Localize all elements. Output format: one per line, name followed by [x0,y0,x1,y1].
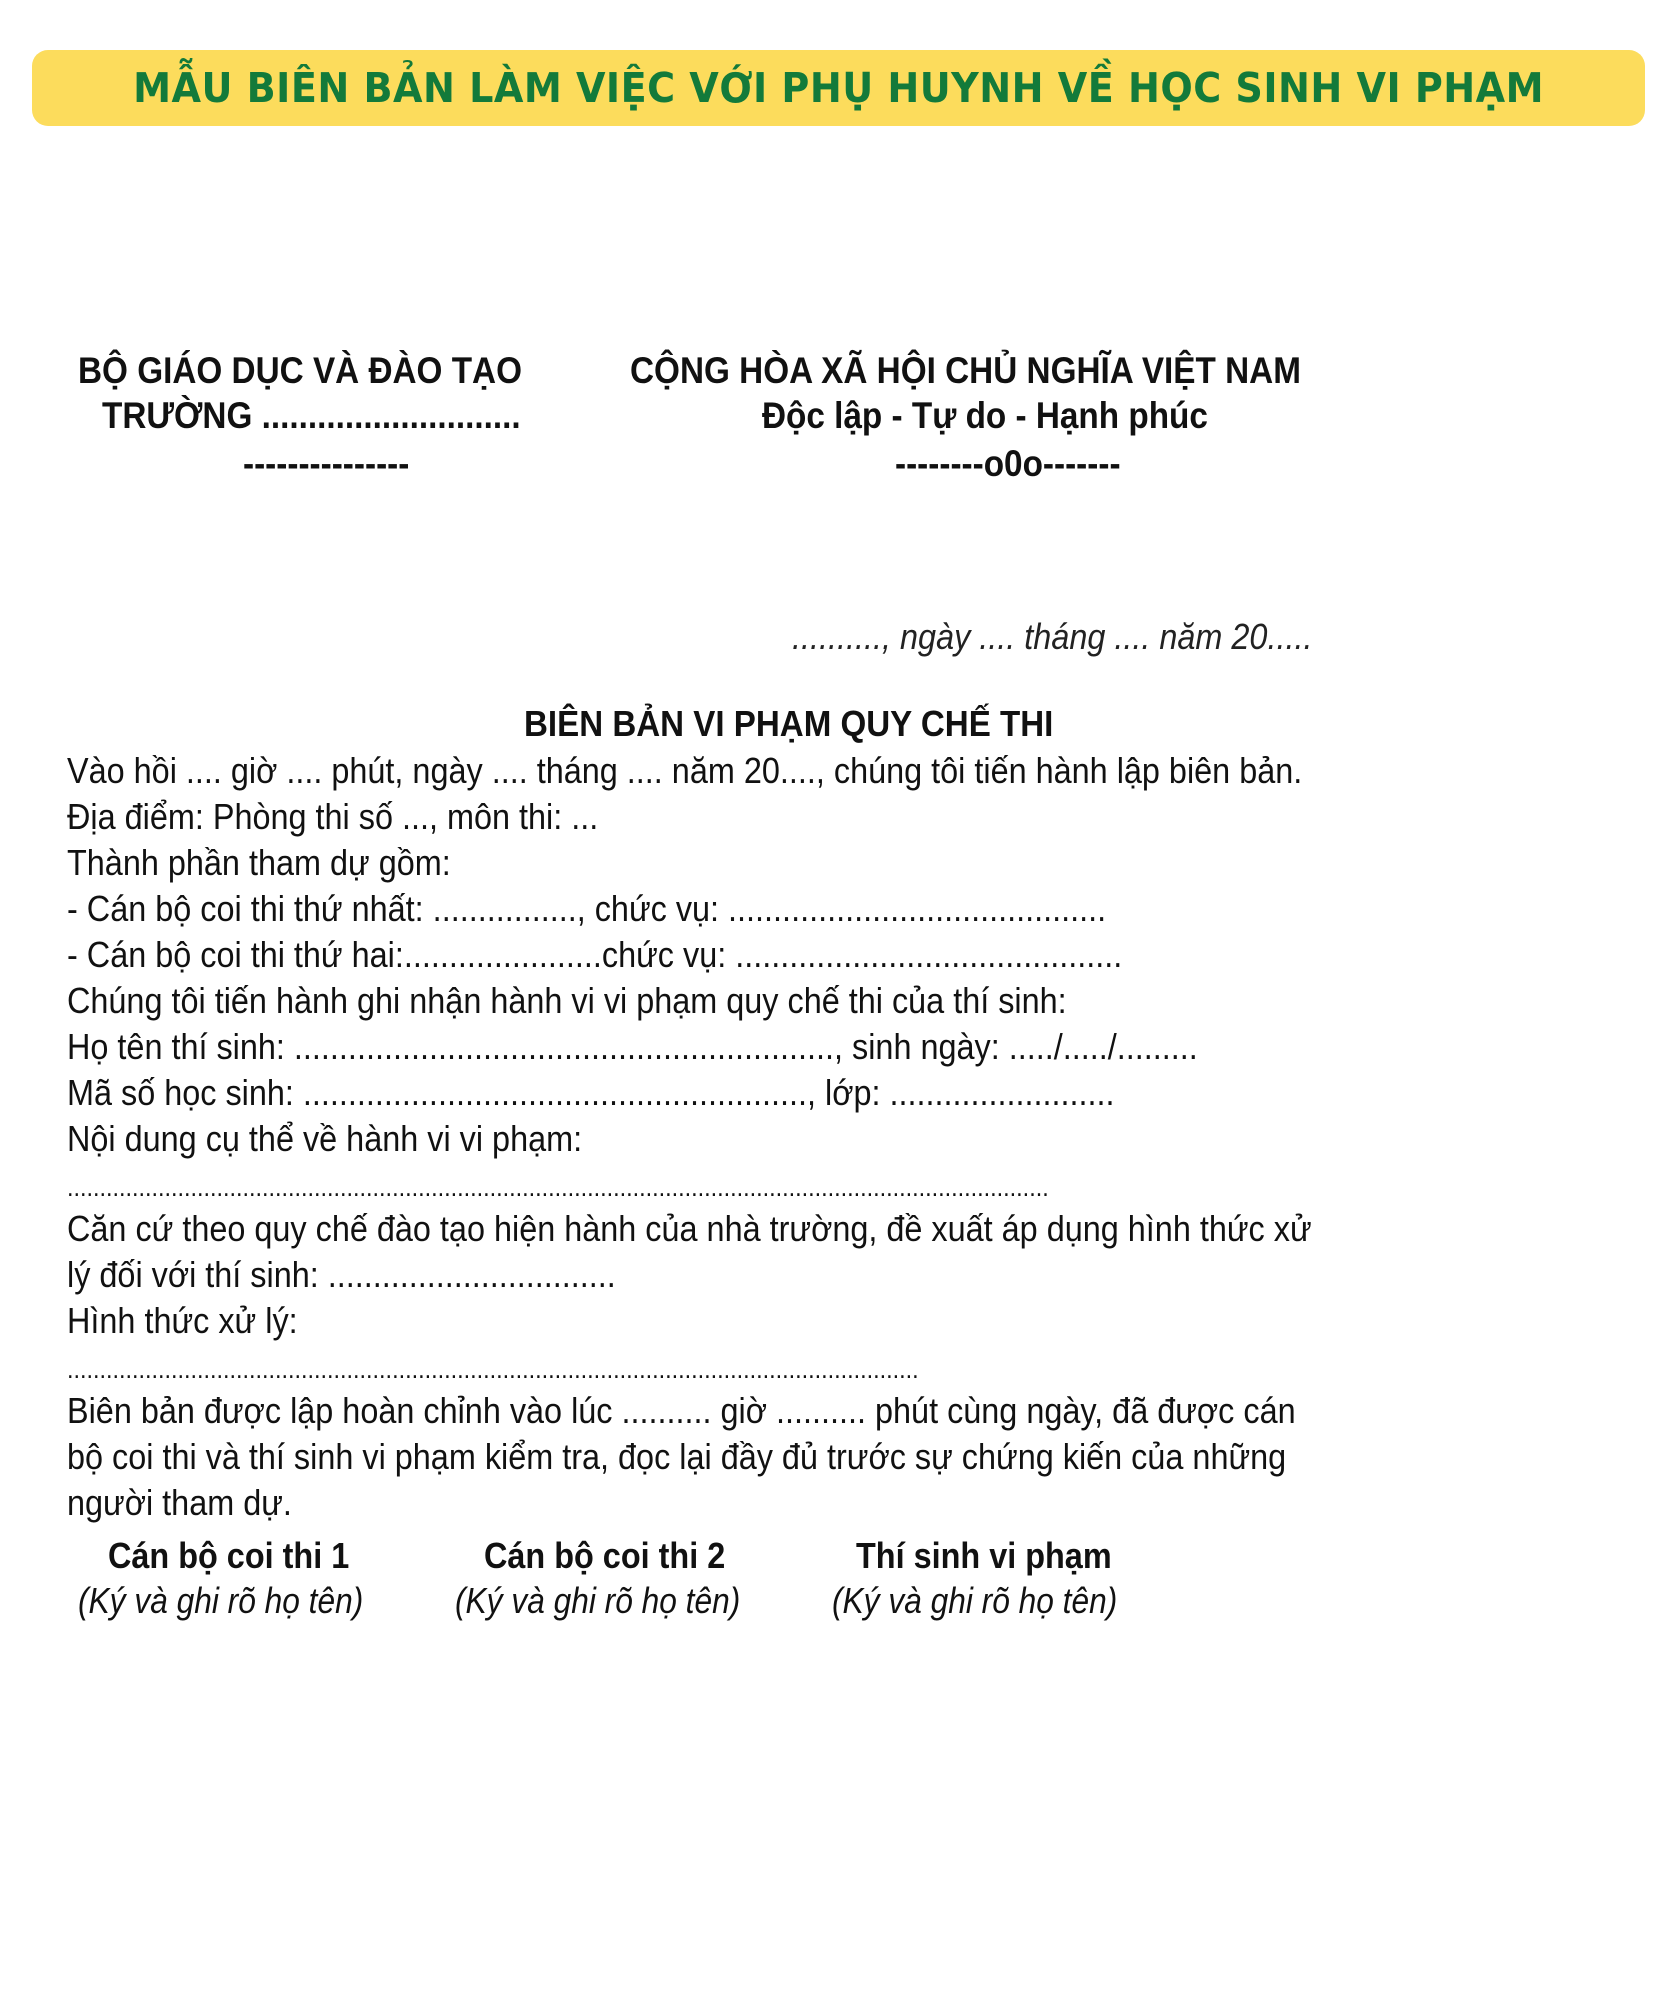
signature-title-invigilator-1: Cán bộ coi thi 1 [108,1535,350,1576]
body-line: Biên bản được lập hoàn chỉnh vào lúc .......... giờ .......... phút cùng ngày, đã được cán [67,1390,1296,1431]
body-line: lý đối với thí sinh: ................................ [67,1254,616,1295]
body-line: người tham dự. [67,1482,292,1523]
body-line: Họ tên thí sinh: ............................................................, sinh ngày: ...../...../......... [67,1026,1198,1067]
ministry-name: BỘ GIÁO DỤC VÀ ĐÀO TẠO [78,350,523,391]
body-line: Mã số học sinh: ........................................................, lớp: ......................... [67,1072,1115,1113]
body-line: Hình thức xử lý: [67,1300,298,1341]
date-line: .........., ngày .... tháng .... năm 20..... [792,616,1313,657]
body-line: bộ coi thi và thí sinh vi phạm kiểm tra, đọc lại đầy đủ trước sự chứng kiến của những [67,1436,1287,1477]
body-line: Nội dung cụ thể về hành vi vi phạm: [67,1118,583,1159]
body-line: Địa điểm: Phòng thi số ..., môn thi: ... [67,796,599,837]
signature-note: (Ký và ghi rõ họ tên) [455,1580,741,1621]
signature-note: (Ký và ghi rõ họ tên) [78,1580,364,1621]
signature-note: (Ký và ghi rõ họ tên) [832,1580,1118,1621]
school-name: TRƯỜNG ............................ [102,395,521,436]
national-motto: Độc lập - Tự do - Hạnh phúc [762,395,1208,436]
dotted-fill-line: ....................................................................................................................................................... [67,1172,1049,1202]
body-line: - Cán bộ coi thi thứ nhất: ................, chức vụ: .......................................... [67,888,1107,929]
right-divider: --------o0o------- [895,443,1121,484]
body-line: Vào hồi .... giờ .... phút, ngày .... tháng .... năm 20...., chúng tôi tiến hành lập biên bản. [67,750,1303,791]
country-name: CỘNG HÒA XÃ HỘI CHỦ NGHĨA VIỆT NAM [630,350,1301,391]
body-line: Thành phần tham dự gồm: [67,842,451,883]
left-divider: --------------- [243,443,410,484]
body-line: Căn cứ theo quy chế đào tạo hiện hành của nhà trường, đề xuất áp dụng hình thức xử [67,1208,1312,1249]
banner-title: MẪU BIÊN BẢN LÀM VIỆC VỚI PHỤ HUYNH VỀ HỌC SINH VI PHẠM [133,64,1544,112]
body-line: - Cán bộ coi thi thứ hai:......................chức vụ: ........................................... [67,934,1123,975]
document-title: BIÊN BẢN VI PHẠM QUY CHẾ THI [524,703,1054,744]
signature-title-student: Thí sinh vi phạm [856,1535,1112,1576]
title-banner [32,50,1645,126]
signature-title-invigilator-2: Cán bộ coi thi 2 [484,1535,726,1576]
body-line: Chúng tôi tiến hành ghi nhận hành vi vi phạm quy chế thi của thí sinh: [67,980,1067,1021]
dotted-fill-line: ................................................................................................................................... [67,1354,919,1384]
